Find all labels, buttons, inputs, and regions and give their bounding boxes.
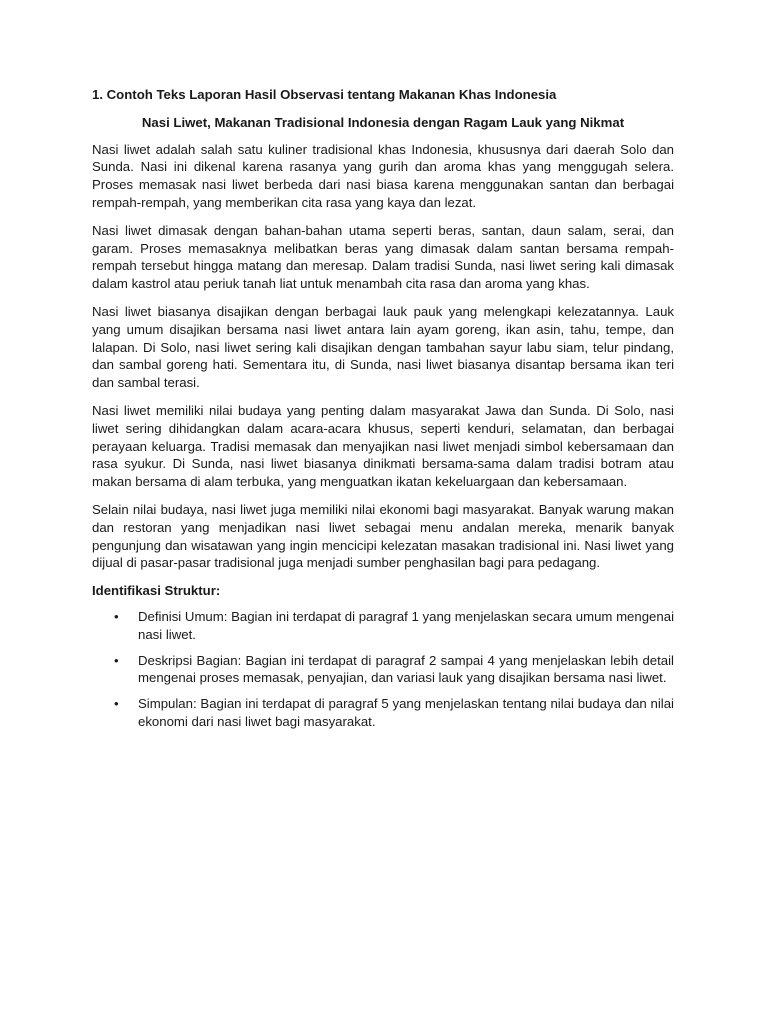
structure-heading: Identifikasi Struktur: [92, 583, 221, 599]
list-item-text: Deskripsi Bagian: Bagian ini terdapat di paragraf 2 sampai 4 yang menjelaskan lebih detail mengenai proses memasak, penyajian, dan variasi lauk yang disajikan bersama nasi liwet. [138, 652, 674, 686]
paragraph-1: Nasi liwet adalah salah satu kuliner tradisional khas Indonesia, khususnya dari daerah Solo dan Sunda. Nasi ini dikenal karena rasanya yang gurih dan aroma khas yang menggugah selera. Proses memasak nasi liwet berbeda dari nasi biasa karena menggunakan santan dan berbagai rempah-rempah, yang memberikan cita rasa yang kaya dan lezat. [92, 141, 674, 210]
paragraph-5: Selain nilai budaya, nasi liwet juga memiliki nilai ekonomi bagi masyarakat. Banyak warung makan dan restoran yang menjadikan nasi liwet sebagai menu andalan mereka, menarik banyak pengunjung dan wisatawan yang ingin mencicipi kelezatan masakan tradisional ini. Nasi liwet yang dijual di pasar-pasar tradisional juga menjadi sumber penghasilan bagi para pedagang. [92, 501, 674, 571]
list-item [92, 695, 674, 731]
list-item-text: Simpulan: Bagian ini terdapat di paragraf 5 yang menjelaskan tentang nilai budaya dan nilai ekonomi dari nasi liwet bagi masyarakat. [138, 696, 674, 729]
structure-list [92, 608, 674, 731]
section-heading-number: 1. Contoh Teks Laporan Hasil Observasi tentang Makanan Khas Indonesia [92, 87, 557, 102]
paragraph-4: Nasi liwet memiliki nilai budaya yang penting dalam masyarakat Jawa dan Sunda. Di Solo, nasi liwet sering dihidangkan dalam acara-acara khusus, seperti kenduri, selamatan, dan berbagai perayaan keluarga. Tradisi memasak dan menyajikan nasi liwet menjadi simbol kebersamaan dan rasa syukur. Di Sunda, nasi liwet biasanya dinikmati bersama-sama dalam tradisi botram atau makan bersama di alam terbuka, yang menguatkan ikatan kekeluargaan dan kebersamaan. [92, 402, 674, 490]
paragraph-3: Nasi liwet biasanya disajikan dengan berbagai lauk pauk yang melengkapi kelezatannya. Lauk yang umum disajikan bersama nasi liwet antara lain ayam goreng, ikan asin, tahu, tempe, dan lalapan. Di Solo, nasi liwet sering kali disajikan dengan tambahan sayur labu siam, telur pindang, dan sambal goreng hati. Sementara itu, di Sunda, nasi liwet biasanya disantap bersama ikan teri dan sambal terasi. [92, 303, 674, 391]
bullet-icon: • [114, 608, 119, 624]
list-item [92, 652, 674, 688]
list-item [92, 608, 674, 644]
report-title: Nasi Liwet, Makanan Tradisional Indonesia dengan Ragam Lauk yang Nikmat [141, 114, 625, 130]
paragraph-2: Nasi liwet dimasak dengan bahan-bahan utama seperti beras, santan, daun salam, serai, dan garam. Proses memasaknya melibatkan beras yang dimasak dalam santan bersama rempah-rempah tersebut hingga matang dan meresap. Dalam tradisi Sunda, nasi liwet sering kali dimasak dalam kastrol atau periuk tanah liat untuk menambah cita rasa dan aroma yang khas. [92, 222, 674, 292]
bullet-icon: • [114, 696, 119, 712]
list-item-text: Definisi Umum: Bagian ini terdapat di paragraf 1 yang menjelaskan secara umum mengenai nasi liwet. [138, 608, 674, 642]
document-page [92, 86, 674, 739]
bullet-icon: • [114, 652, 119, 668]
